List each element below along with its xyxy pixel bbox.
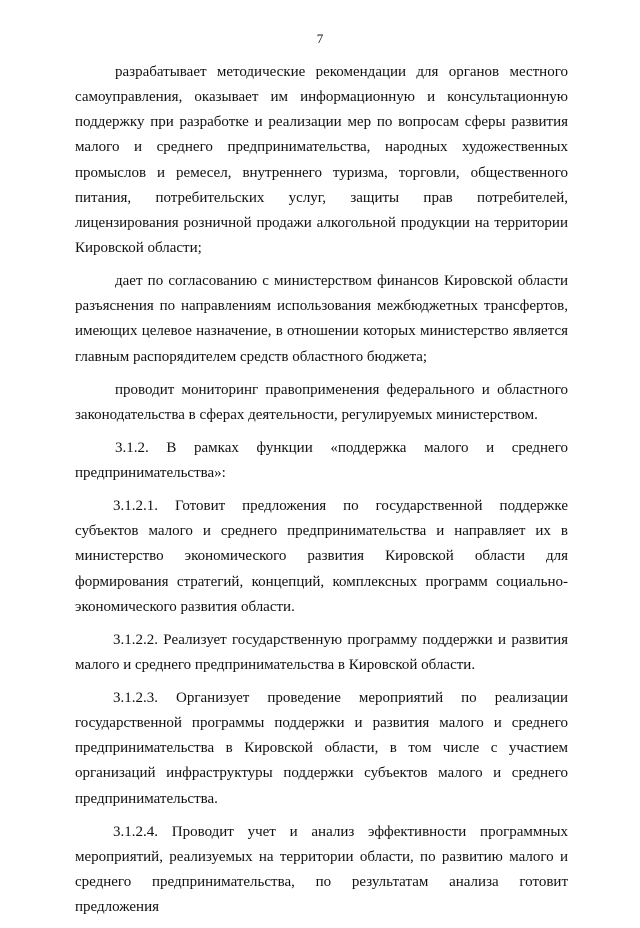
paragraph-section-3-1-2-4: 3.1.2.4. Проводит учет и анализ эффективности программных мероприятий, реализуемых на территории области, по развитию малого и среднего предпринимательства, по результатам анализа готовит предложения [75,823,568,916]
paragraph-section-3-1-2: 3.1.2. В рамках функции «поддержка малого и среднего предпринимательства»: [75,439,568,482]
paragraph-law-monitoring: проводит мониторинг правоприменения федерального и областного законодательства в сферах деятельности, регулируемых министерством. [75,381,568,423]
document-body [75,60,568,928]
paragraph-section-3-1-2-3: 3.1.2.3. Организует проведение мероприятий по реализации государственной программы поддержки и развития малого и среднего предпринимательства в Кировской области, в том числе с участием организаций инфраструктуры поддержки субъектов малого и среднего предпринимательства. [75,689,568,807]
paragraph-interbudget-transfers: дает по согласованию с министерством финансов Кировской области разъяснения по направлениям использования межбюджетных трансфертов, имеющих целевое назначение, в отношении которых министерство является главным распорядителем средств областного бюджета; [75,273,568,365]
paragraph-methodical-recommendations: разрабатывает методические рекомендации для органов местного самоуправления, оказывает им информационную и консультационную поддержку при разработке и реализации мер по вопросам сферы развития малого и среднего предпринимательства, народных художественных промыслов и ремесел, внутреннего туризма, торговли, общественного питания, потребительских услуг, защиты прав потребителей, лицензирования розничной продажи алкогольной продукции на территории Кировской области; [75,64,568,257]
paragraph-section-3-1-2-2: 3.1.2.2. Реализует государственную программу поддержки и развития малого и среднего предпринимательства в Кировской области. [75,631,568,673]
paragraph-section-3-1-2-1: 3.1.2.1. Готовит предложения по государственной поддержке субъектов малого и среднего предпринимательства и направляет их в министерство экономического развития Кировской области для формирования стратегий, концепций, комплексных программ социально-экономического развития области. [75,498,568,615]
page-number: 7 [316,31,324,46]
